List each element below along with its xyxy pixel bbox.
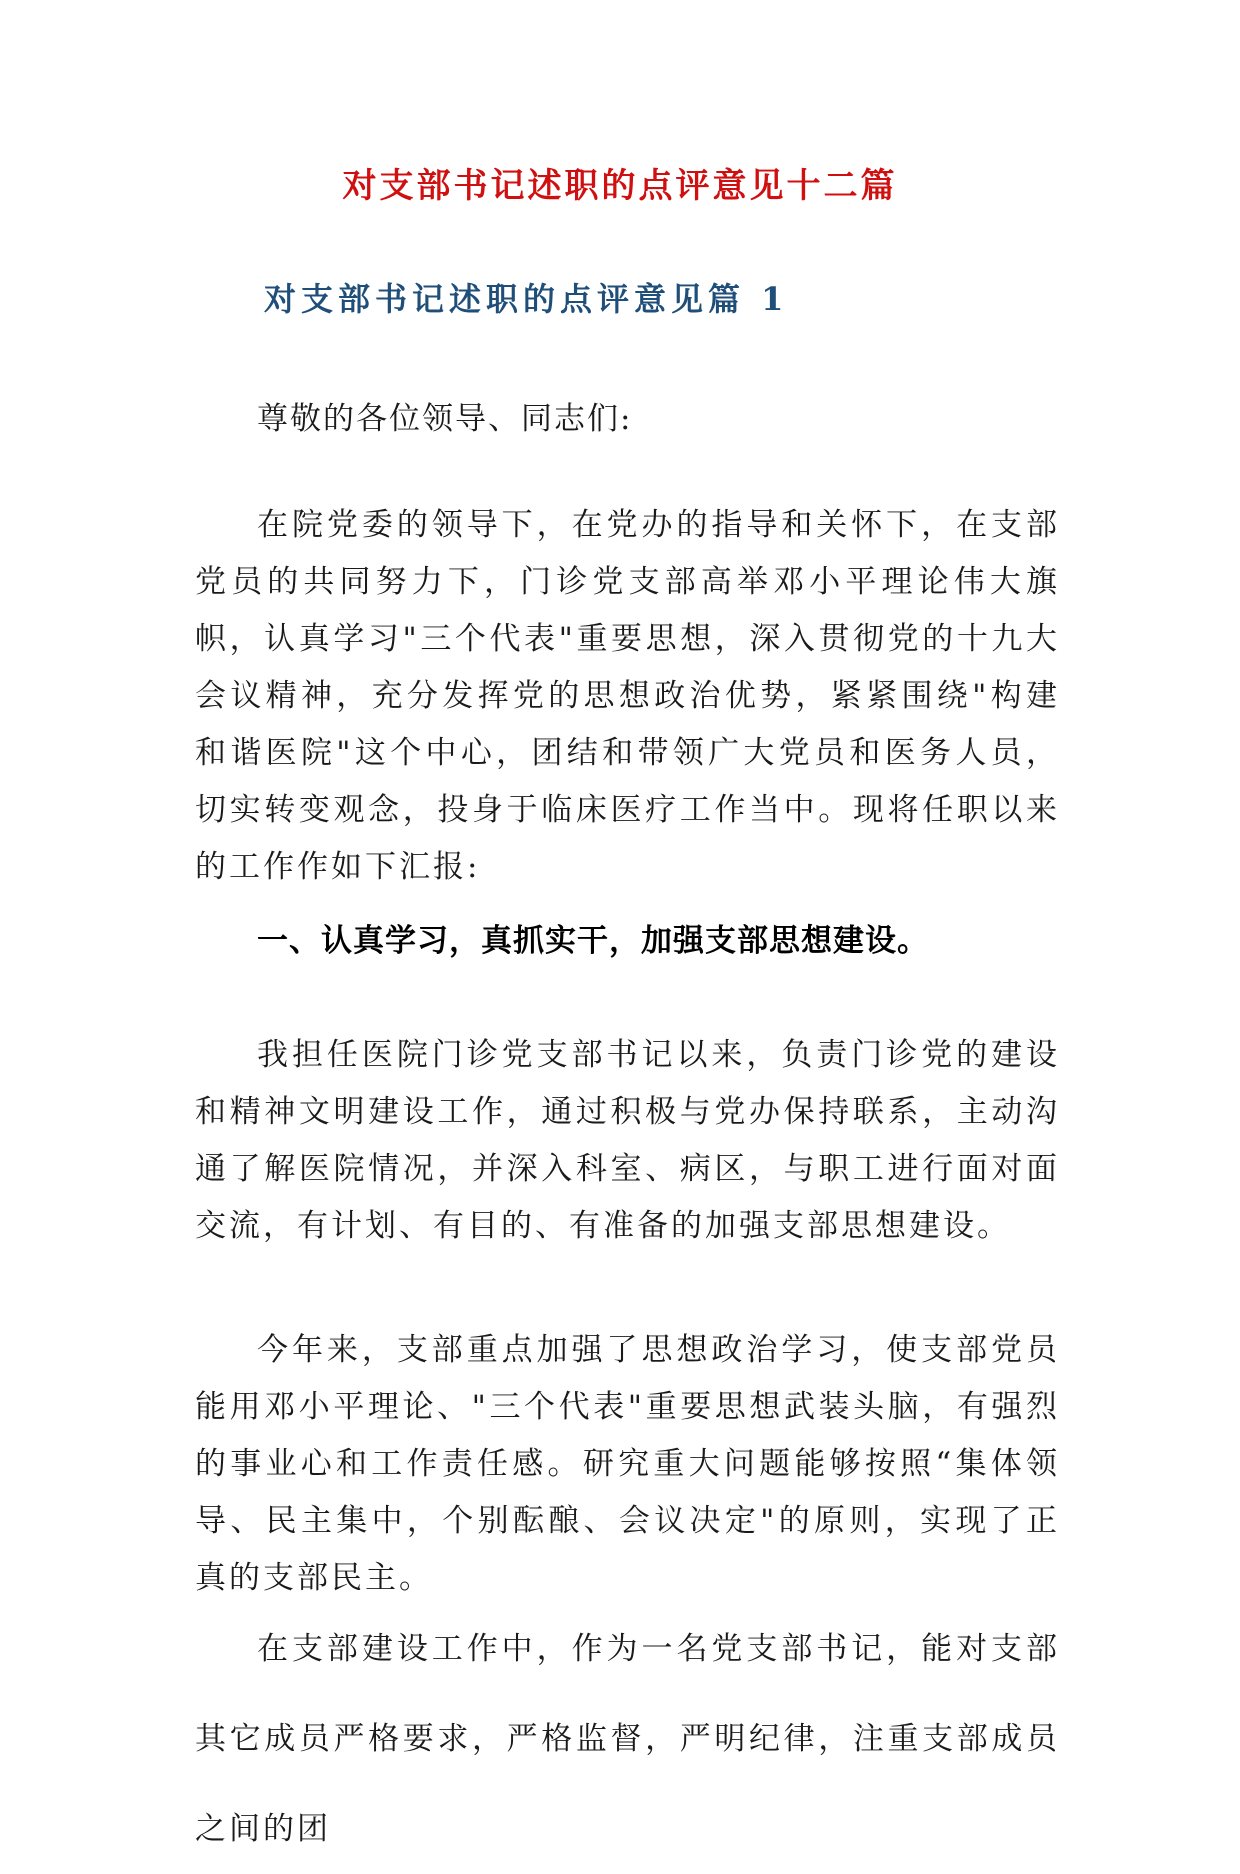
subheading-1: 一、认真学习，真抓实干，加强支部思想建设。 — [257, 923, 929, 959]
body-paragraph-2: 我担任医院门诊党支部书记以来，负责门诊党的建设和精神文明建设工作，通过积极与党办保持联系，主动沟通了解医院情况，并深入科室、病区，与职工进行面对面交流，有计划、有目的、有准备的加强支部思想建设。 — [195, 1037, 1060, 1244]
section-title: 对支部书记述职的点评意见篇 1 — [264, 280, 789, 318]
body-paragraph-1: 在院党委的领导下，在党办的指导和关怀下，在支部党员的共同努力下，门诊党支部高举邓小平理论伟大旗帜，认真学习"三个代表"重要思想，深入贯彻党的十九大会议精神，充分发挥党的思想政治优势，紧紧围绕"构建和谐医院"这个中心，团结和带领广大党员和医务人员，切实转变观念，投身于临床医疗工作当中。现将任职以来的工作作如下汇报: — [195, 507, 1060, 885]
body-paragraph-4: 在支部建设工作中，作为一名党支部书记，能对支部其它成员严格要求，严格监督，严明纪律，注重支部成员之间的团 — [195, 1631, 1060, 1847]
body-paragraph-3: 今年来，支部重点加强了思想政治学习，使支部党员能用邓小平理论、"三个代表"重要思想武装头脑，有强烈的事业心和工作责任感。研究重大问题能够按照“集体领导、民主集中，个别酝酿、会议决定"的原则，实现了正真的支部民主。 — [195, 1332, 1060, 1596]
document-title: 对支部书记述职的点评意见十二篇 — [342, 166, 898, 206]
salutation: 尊敬的各位领导、同志们: — [257, 401, 633, 437]
